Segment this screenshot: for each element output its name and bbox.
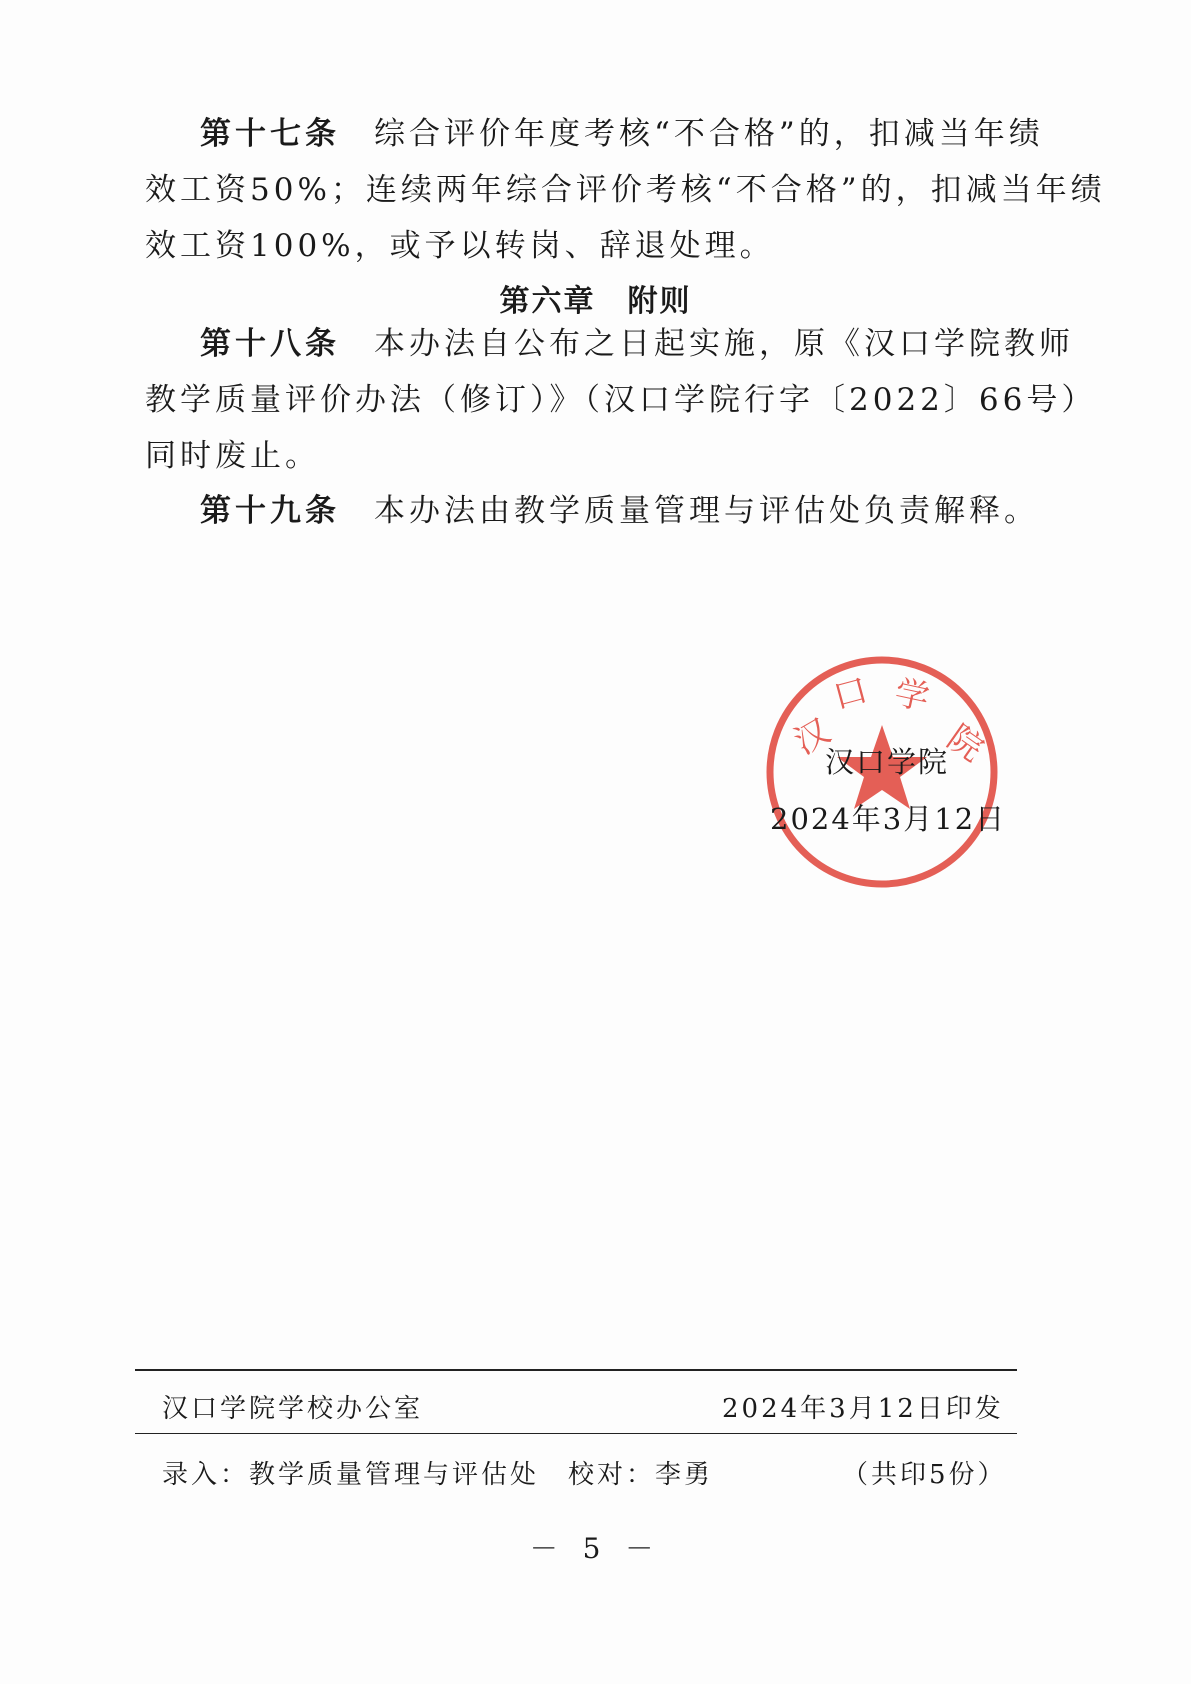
article-18-label: 第十八条 bbox=[200, 326, 340, 362]
article-19-text-1: 本办法由教学质量管理与评估处负责解释。 bbox=[374, 493, 1039, 529]
svg-text:学: 学 bbox=[891, 673, 933, 718]
article-18-line-2: 教学质量评价办法（修订）》（汉口学院行字〔2022〕66号） bbox=[145, 382, 1097, 418]
svg-text:院: 院 bbox=[940, 718, 991, 770]
article-18-line-3: 同时废止。 bbox=[145, 438, 320, 474]
footer-rule-top bbox=[135, 1369, 1017, 1371]
signature-date: 2024年3月12日 bbox=[770, 802, 1007, 836]
chapter-heading: 第六章 附则 bbox=[499, 284, 692, 319]
svg-text:汉: 汉 bbox=[788, 712, 837, 762]
article-17-line-2: 效工资50%；连续两年综合评价考核“不合格”的，扣减当年绩 bbox=[145, 172, 1106, 208]
article-17-text-1: 综合评价年度考核“不合格”的，扣减当年绩 bbox=[374, 116, 1044, 152]
footer-rule-middle bbox=[135, 1433, 1017, 1434]
article-19-line-1 bbox=[200, 491, 1070, 531]
article-17-line-1 bbox=[200, 114, 1070, 154]
page-number: － 5 － bbox=[529, 1532, 662, 1565]
article-17-label: 第十七条 bbox=[200, 116, 340, 152]
footer-entry: 录入：教学质量管理与评估处 校对：李勇 bbox=[162, 1460, 714, 1490]
footer-copies: （共印5份） bbox=[842, 1460, 1007, 1490]
article-18-text-1: 本办法自公布之日起实施，原《汉口学院教师 bbox=[374, 326, 1074, 362]
svg-text:口: 口 bbox=[829, 671, 872, 717]
article-18-line-1 bbox=[200, 324, 1074, 364]
footer-issue-date: 2024年3月12日印发 bbox=[722, 1394, 1004, 1424]
article-17-line-3: 效工资100%，或予以转岗、辞退处理。 bbox=[145, 228, 775, 264]
article-19-label: 第十九条 bbox=[200, 493, 340, 529]
signature-org: 汉口学院 bbox=[825, 745, 950, 779]
footer-issuer: 汉口学院学校办公室 bbox=[162, 1394, 424, 1424]
